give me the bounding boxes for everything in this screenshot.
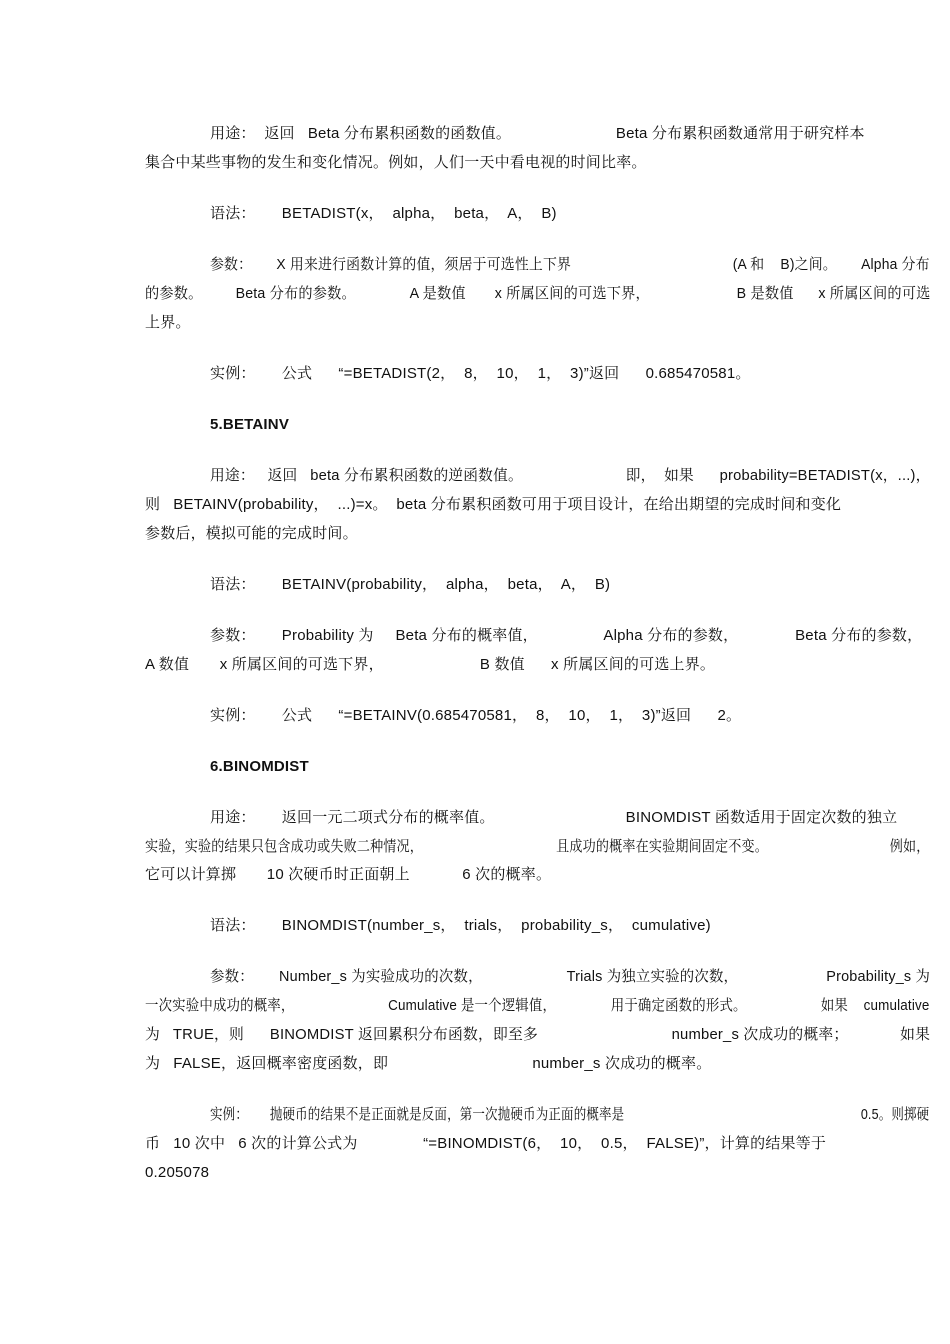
text-line: 语法： BINOMDIST(number_s， trials， probability_s， cumulative) xyxy=(210,917,711,934)
text-line: 上界。 xyxy=(145,314,191,331)
text-line: A 数值 x 所属区间的可选下界， B 数值 x 所属区间的可选上界。 xyxy=(145,656,716,673)
text-line: 一次实验中成功的概率， Cumulative 是一个逻辑值， 用于确定函数的形式。 如果 cumulative xyxy=(145,997,930,1014)
text-line: 则 BETAINV(probability， ...)=x。 beta 分布累积函数可用于项目设计，在给出期望的完成时间和变化 xyxy=(145,496,842,513)
text-line: 参数： X 用来进行函数计算的值，须居于可选性上下界 (A 和 B)之间。 Alpha 分布 xyxy=(210,256,930,273)
text-line: 为 TRUE，则 BINOMDIST 返回累积分布函数，即至多 number_s 次成功的概率； 如果 xyxy=(145,1026,931,1043)
text-line: 参数： Number_s 为实验成功的次数， Trials 为独立实验的次数， Probability_s 为 xyxy=(210,968,931,985)
text-line: 语法： BETADIST(x， alpha， beta， A， B) xyxy=(210,205,557,222)
text-line: 用途： 返回 Beta 分布累积函数的函数值。 Beta 分布累积函数通常用于研究样本 xyxy=(210,125,865,142)
section-heading: 6.BINOMDIST xyxy=(210,758,309,775)
text-line: 0.205078 xyxy=(145,1164,210,1181)
text-line: 实例： 公式 “=BETADIST(2， 8， 10， 1， 3)”返回 0.685470581。 xyxy=(210,365,751,382)
text-line: 参数： Probability 为 Beta 分布的概率值， Alpha 分布的参数， Beta 分布的参数， xyxy=(210,627,923,644)
text-line: 实验，实验的结果只包含成功或失败二种情况， 且成功的概率在实验期间固定不变。 例如， xyxy=(145,838,930,855)
text-line: 语法： BETAINV(probability， alpha， beta， A， B) xyxy=(210,576,611,593)
text-line: 的参数。 Beta 分布的参数。 A 是数值 x 所属区间的可选下界， B 是数值 x 所属区间的可选 xyxy=(145,285,931,302)
text-line: 用途： 返回一元二项式分布的概率值。 BINOMDIST 函数适用于固定次数的独立 xyxy=(210,809,898,826)
text-line: 币 10 次中 6 次的计算公式为 “=BINOMDIST(6， 10， 0.5， FALSE)”，计算的结果等于 xyxy=(145,1135,827,1152)
section-heading: 5.BETAINV xyxy=(210,416,290,433)
text-line: 参数后，模拟可能的完成时间。 xyxy=(145,525,358,542)
text-line: 实例： 抛硬币的结果不是正面就是反面，第一次抛硬币为正面的概率是 0.5。则掷硬 xyxy=(210,1106,930,1123)
text-line: 为 FALSE，返回概率密度函数，即 number_s 次成功的概率。 xyxy=(145,1055,712,1072)
text-line: 它可以计算掷 10 次硬币时正面朝上 6 次的概率。 xyxy=(145,866,552,883)
text-line: 实例： 公式 “=BETAINV(0.685470581， 8， 10， 1， 3)”返回 2。 xyxy=(210,707,742,724)
text-line: 集合中某些事物的发生和变化情况。例如，人们一天中看电视的时间比率。 xyxy=(145,154,647,171)
text-line: 用途： 返回 beta 分布累积函数的逆函数值。 即， 如果 probability=BETADIST(x，...)， xyxy=(210,467,931,484)
